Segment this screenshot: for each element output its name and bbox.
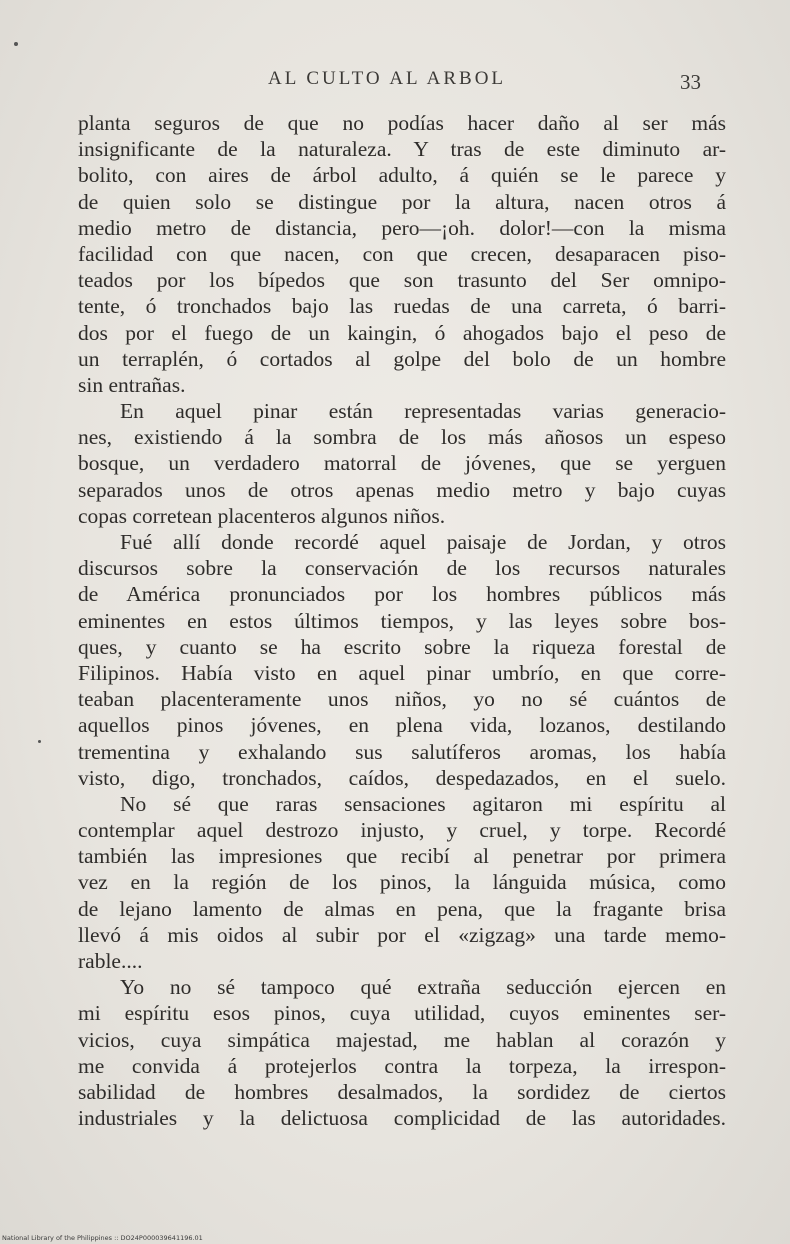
text-line: planta seguros de que no podías hacer daño al ser más bbox=[78, 111, 726, 135]
text-line: eminentes en estos últimos tiempos, y las leyes sobre bos- bbox=[78, 608, 726, 633]
text-line: vicios, cuya simpática majestad, me hablan al corazón y bbox=[78, 1027, 726, 1052]
text-line: teaban placenteramente unos niños, yo no sé cuántos de bbox=[78, 687, 726, 712]
text-line: ques, y cuanto se ha escrito sobre la riqueza forestal de bbox=[78, 634, 726, 659]
text-line: No sé que raras sensaciones agitaron mi espíritu al bbox=[120, 791, 726, 816]
text-line: industriales y la delictuosa complicidad de las autoridades. bbox=[78, 1106, 726, 1131]
text-line: de lejano lamento de almas en pena, que la fragante brisa bbox=[78, 896, 726, 921]
text-line: también las impresiones que recibí al penetrar por primera bbox=[78, 844, 726, 869]
text-line: separados unos de otros apenas medio metro y bajo cuyas bbox=[78, 477, 726, 502]
text-line: teados por los bípedos que son trasunto del Ser omnipo- bbox=[78, 268, 726, 293]
body-text bbox=[78, 110, 726, 1131]
text-line: sin entrañas. bbox=[78, 372, 186, 397]
text-line: facilidad con que nacen, con que crecen, desaparacen piso- bbox=[78, 241, 726, 266]
text-line: mi espíritu esos pinos, cuya utilidad, cuyos eminentes ser- bbox=[78, 1001, 726, 1026]
text-line: rable.... bbox=[78, 949, 143, 973]
text-line: En aquel pinar están representadas varias generacio- bbox=[120, 399, 726, 424]
text-line: sabilidad de hombres desalmados, la sordidez de ciertos bbox=[78, 1079, 726, 1104]
text-line: de América pronunciados por los hombres públicos más bbox=[78, 582, 726, 607]
text-line: contemplar aquel destrozo injusto, y cruel, y torpe. Recordé bbox=[78, 818, 726, 843]
text-line: un terraplén, ó cortados al golpe del bolo de un hombre bbox=[78, 346, 726, 371]
page-number: 33 bbox=[680, 70, 701, 94]
text-line: me convida á protejerlos contra la torpeza, la irrespon- bbox=[78, 1053, 726, 1078]
text-line: nes, existiendo á la sombra de los más añosos un espeso bbox=[78, 425, 726, 450]
text-line: dos por el fuego de un kaingin, ó ahogados bajo el peso de bbox=[78, 320, 726, 345]
running-title: AL CULTO AL ARBOL bbox=[268, 68, 507, 89]
text-line: bolito, con aires de árbol adulto, á quién se le parece y bbox=[78, 163, 726, 188]
text-line: Filipinos. Había visto en aquel pinar umbrío, en que corre- bbox=[78, 660, 726, 685]
text-line: discursos sobre la conservación de los recursos naturales bbox=[78, 556, 726, 581]
text-line: Yo no sé tampoco qué extraña seducción ejercen en bbox=[120, 975, 726, 1000]
text-line: visto, digo, tronchados, caídos, despedazados, en el suelo. bbox=[78, 765, 726, 790]
text-line: insignificante de la naturaleza. Y tras de este diminuto ar- bbox=[78, 137, 726, 162]
text-line: copas corretean placenteros algunos niños. bbox=[78, 503, 446, 528]
text-line: Fué allí donde recordé aquel paisaje de Jordan, y otros bbox=[120, 530, 726, 554]
library-watermark: National Library of the Philippines :: DO24P000039641196.01 bbox=[2, 1234, 203, 1242]
text-line: medio metro de distancia, pero—¡oh. dolor!—con la misma bbox=[78, 215, 726, 240]
text-line: trementina y exhalando sus salutíferos aromas, los había bbox=[78, 739, 726, 764]
text-line: de quien solo se distingue por la altura, nacen otros á bbox=[78, 189, 726, 214]
text-line: tente, ó tronchados bajo las ruedas de una carreta, ó barri- bbox=[78, 294, 726, 319]
ink-speck bbox=[14, 42, 18, 46]
ink-speck bbox=[38, 740, 41, 743]
page-header bbox=[0, 68, 790, 98]
text-line: aquellos pinos jóvenes, en plena vida, lozanos, destilando bbox=[78, 713, 726, 738]
text-line: bosque, un verdadero matorral de jóvenes, que se yerguen bbox=[78, 451, 726, 476]
text-line: vez en la región de los pinos, la lánguida música, como bbox=[78, 870, 726, 895]
text-line: llevó á mis oidos al subir por el «zigzag» una tarde memo- bbox=[78, 922, 726, 947]
